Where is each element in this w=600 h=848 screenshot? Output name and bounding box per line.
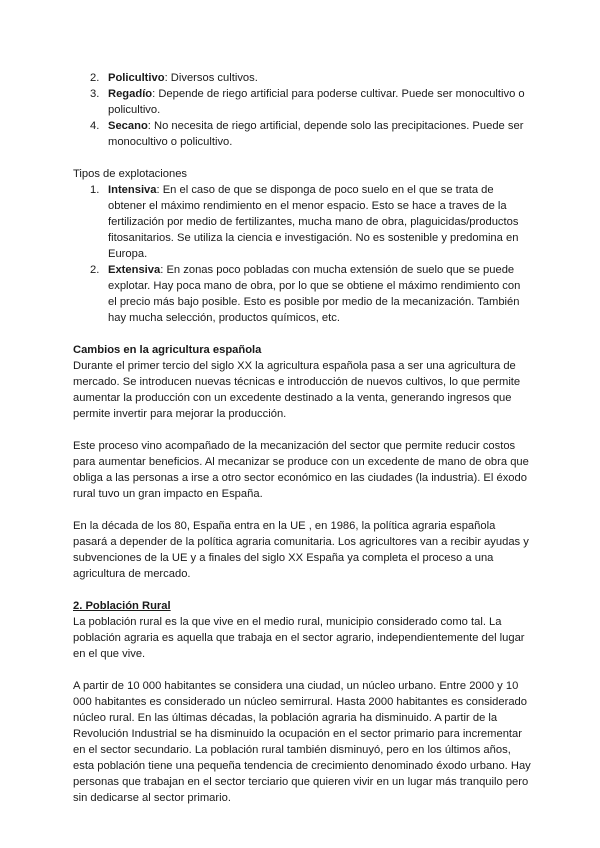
crop-type-list <box>73 70 531 150</box>
list-number: 1. <box>90 184 100 196</box>
list-item <box>73 182 531 262</box>
exploitation-type-list <box>73 182 531 326</box>
list-term: Extensiva <box>108 264 161 276</box>
list-text: : Depende de riego artificial para poderse cultivar. Puede ser monocultivo o policultivo. <box>108 88 525 116</box>
document-page <box>73 70 531 806</box>
list-number: 2. <box>90 72 100 84</box>
list-number: 2. <box>90 264 100 276</box>
paragraph: Este proceso vino acompañado de la mecanización del sector que permite reducir costos para aumentar beneficios. Al mecanizar se produce con un excedente de mano de obra que obliga a las personas a irse a otro sector económico en las ciudades (la industria). El éxodo rural tuvo un gran impacto en España. <box>73 440 529 500</box>
paragraph: En la década de los 80, España entra en la UE , en 1986, la política agraria española pasará a depender de la política agraria comunitaria. Los agricultores van a recibir ayudas y subvenciones de la UE y a finales del siglo XX España ya completa el proceso a una agricultura de mercado. <box>73 520 529 580</box>
list-text: : Diversos cultivos. <box>164 72 258 84</box>
list-item <box>73 262 531 326</box>
paragraph: Durante el primer tercio del siglo XX la agricultura española pasa a ser una agricultura de mercado. Se introducen nuevas técnicas e introducción de nuevos cultivos, lo que permite aumentar la producción con un excedente destinado a la venta, generando ingresos que permite invertir para mejorar la producción. <box>73 360 521 420</box>
paragraph: La población rural es la que vive en el medio rural, municipio considerado como tal. La población agraria es aquella que trabaja en el sector agrario, independientemente del lugar en el que vive. <box>73 616 525 660</box>
list-number: 3. <box>90 88 100 100</box>
paragraph: A partir de 10 000 habitantes se considera una ciudad, un núcleo urbano. Entre 2000 y 10 000 habitantes es considerado un núcleo semirrural. Hasta 2000 habitantes es considerado núcleo rural. En las últimas décadas, la población agraria ha disminuido. A partir de la Revolución Industrial se ha disminuido la ocupación en el sector primario para incrementar en el sector secundario. La población rural también disminuyó, pero en los últimos años, esta población tiene una pequeña tendencia de crecimiento denominado éxodo urbano. Hay personas que trabajan en el sector terciario que quieren vivir en un lugar más tranquilo pero sin dedicarse al sector primario. <box>73 680 531 804</box>
list-text: : No necesita de riego artificial, depende solo las precipitaciones. Puede ser monocultivo o policultivo. <box>108 120 524 148</box>
list-item <box>73 70 531 86</box>
list-number: 4. <box>90 120 100 132</box>
list-text: : En zonas poco pobladas con mucha extensión de suelo que se puede explotar. Hay poca mano de obra, por lo que se obtiene el máximo rendimiento con el precio más bajo posible. Esto es posible por medio de la mecanización. También hay mucha selección, productos químicos, etc. <box>108 264 521 324</box>
section-heading: 2. Población Rural <box>73 600 171 612</box>
list-term: Regadío <box>108 88 153 100</box>
section-heading: Cambios en la agricultura española <box>73 344 262 356</box>
list-term: Policultivo <box>108 72 165 84</box>
list-item <box>73 118 531 150</box>
list-term: Secano <box>108 120 148 132</box>
list-term: Intensiva <box>108 184 157 196</box>
exploitation-types-title: Tipos de explotaciones <box>73 168 188 180</box>
list-item <box>73 86 531 118</box>
list-text: : En el caso de que se disponga de poco suelo en el que se trata de obtener el máximo rendimiento en el menor espacio. Esto se hace a traves de la fertilización por medio de fertilizantes, mucha mano de obra, plaguicidas/productos fitosanitarios. Se utiliza la ciencia e investigación. No es sostenible y predomina en Europa. <box>108 184 519 260</box>
